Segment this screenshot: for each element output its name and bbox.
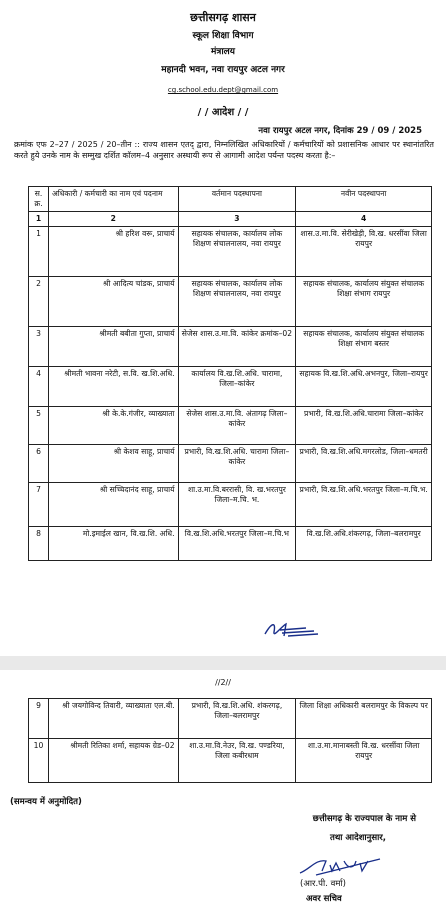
cell-name: श्री आदित्य चांडक, प्राचार्य <box>48 277 178 327</box>
cell-current-post: सेजेस शास.उ.मा.वि. अंतागढ़ जिला–कांकेर <box>178 407 296 445</box>
cell-sn: 5 <box>29 407 49 445</box>
cell-new-post: जिला शिक्षा अधिकारी बलरामपुर के विकल्प पर <box>296 699 432 739</box>
cell-sn: 2 <box>29 277 49 327</box>
cell-new-post: सहायक संचालक, कार्यालय संयुक्त संचालक शिक्षा संभाग रायपुर <box>296 277 432 327</box>
order-dateline: नवा रायपुर अटल नगर, दिनांक 29 / 09 / 2025 <box>258 126 422 136</box>
col-header-name: अधिकारी / कर्मचारी का नाम एवं पदनाम <box>48 187 178 212</box>
officer-signature <box>296 855 386 879</box>
approval-note: (समन्वय में अनुमोदित) <box>10 797 82 807</box>
cell-current-post: कार्यालय वि.ख.शि.अधि. चारामा, जिला–कांकेर <box>178 367 296 407</box>
order-title: / / आदेश / / <box>197 107 249 118</box>
order-body: क्रमांक एफ 2–27 / 2025 / 20–तीन :: राज्य शासन एतद् द्वारा, निम्नलिखित अधिकारियों / कर्मचारियों को प्रशासनिक आधार पर स्थानांतरित करते हुये उनके नाम के सम्मुख दर्शित कॉलम–4 अनुसार अस्थायी रूप से आगामी आदेश पर्यन्त पदस्थ करता है:– <box>14 140 434 160</box>
table-column-number-row <box>29 212 432 227</box>
col-header-current: वर्तमान पदस्थापना <box>178 187 296 212</box>
cell-name: श्रीमती बबीता गुप्ता, प्राचार्य <box>48 327 178 367</box>
cell-new-post: शा.उ.मा.मानाबस्ती वि.ख. धरसींवा जिला रायपुर <box>296 739 432 783</box>
cell-sn: 3 <box>29 327 49 367</box>
cell-name: श्री के.के.गंजीर, व्याख्याता <box>48 407 178 445</box>
col-number: 4 <box>296 212 432 227</box>
table-row <box>29 367 432 407</box>
govt-name: छत्तीसगढ़ शासन <box>190 11 256 24</box>
transfer-table <box>28 186 432 561</box>
cell-name: मो.इमाईल खान, वि.ख.शि. अधि. <box>48 527 178 561</box>
table-row <box>29 483 432 527</box>
page-break <box>0 656 446 670</box>
signer-designation: अवर सचिव <box>306 894 342 904</box>
cell-name: श्रीमती रितिका शर्मा, सहायक ग्रेड–02 <box>48 739 178 783</box>
cell-sn: 10 <box>29 739 49 783</box>
initials-signature <box>262 618 322 640</box>
cell-new-post: सहायक संचालक, कार्यालय संयुक्त संचालक शिक्षा संभाग बस्तर <box>296 327 432 367</box>
governor-line: छत्तीसगढ़ के राज्यपाल के नाम से <box>312 814 416 824</box>
table-row <box>29 277 432 327</box>
cell-new-post: प्रभारी, वि.ख.शि.अधि.चारामा जिला–कांकेर <box>296 407 432 445</box>
table-header-row <box>29 187 432 212</box>
table-row <box>29 227 432 277</box>
col-number: 3 <box>178 212 296 227</box>
cell-current-post: सेजेस शास.उ.मा.वि. कांकेर क्रमांक–02 <box>178 327 296 367</box>
col-header-sn: स. क्र. <box>29 187 49 212</box>
page-number-marker: //2// <box>215 678 231 687</box>
cell-sn: 7 <box>29 483 49 527</box>
cell-name: श्री हरिश वरू, प्राचार्य <box>48 227 178 277</box>
cell-name: श्रीमती भावना नरेटी, स.वि. ख.शि.अधि. <box>48 367 178 407</box>
cell-name: श्री सच्चिदानंद साहू, प्राचार्य <box>48 483 178 527</box>
cell-sn: 6 <box>29 445 49 483</box>
col-header-new: नवीन पदस्थापना <box>296 187 432 212</box>
cell-sn: 1 <box>29 227 49 277</box>
cell-sn: 8 <box>29 527 49 561</box>
department-name: स्कूल शिक्षा विभाग <box>192 31 254 41</box>
cell-name: श्री जयगोविन्द तिवारी, व्याख्याता एल.बी. <box>48 699 178 739</box>
cell-new-post: प्रभारी, वि.ख.शि.अधि.मगरलोड, जिला–धमतरी <box>296 445 432 483</box>
cell-new-post: प्रभारी, वि.ख.शि.अधि.भरतपुर जिला–म.चि.भ. <box>296 483 432 527</box>
cell-current-post: सहायक संचालक, कार्यालय लोक शिक्षण संचालनालय, नवा रायपुर <box>178 277 296 327</box>
table-row <box>29 407 432 445</box>
cell-current-post: सहायक संचालक, कार्यालय लोक शिक्षण संचालनालय, नवा रायपुर <box>178 227 296 277</box>
table-row <box>29 527 432 561</box>
cell-current-post: प्रभारी, वि.ख.शि.अधि. शंकरगढ़, जिला–बलरामपुर <box>178 699 296 739</box>
transfer-table-page2 <box>28 698 432 783</box>
cell-name: श्री केशव साहू, प्राचार्य <box>48 445 178 483</box>
cell-new-post: सहायक वि.ख.शि.अधि.अभनपुर, जिला–रायपुर <box>296 367 432 407</box>
col-number: 2 <box>48 212 178 227</box>
table-row <box>29 699 432 739</box>
table-row <box>29 445 432 483</box>
cell-new-post: वि.ख.शि.अधि.शंकरगढ़, जिला–बलरामपुर <box>296 527 432 561</box>
by-order-line: तथा आदेशानुसार, <box>330 833 386 843</box>
table-row <box>29 739 432 783</box>
address: महानदी भवन, नवा रायपुर अटल नगर <box>161 65 285 75</box>
table-row <box>29 327 432 367</box>
cell-current-post: शा.उ.मा.वि.बररासी, वि. ख.भरतपुर जिला–म.चि. भ. <box>178 483 296 527</box>
cell-current-post: प्रभारी, वि.ख.शि.अधि. चारामा जिला–कांकेर <box>178 445 296 483</box>
cell-new-post: शास.उ.मा.वि. सेरीखेड़ी, वि.ख. धरसींवा जिला रायपुर <box>296 227 432 277</box>
cell-sn: 9 <box>29 699 49 739</box>
signer-name: (आर.पी. वर्मा) <box>300 879 346 889</box>
cell-sn: 4 <box>29 367 49 407</box>
col-number: 1 <box>29 212 49 227</box>
cell-current-post: शा.उ.मा.वि.नेउर, वि.ख. पण्डरिया, जिला कबीरधाम <box>178 739 296 783</box>
cell-current-post: वि.ख.शि.अधि.भरतपुर जिला–म.चि.भ <box>178 527 296 561</box>
email-link[interactable]: cg.school.edu.dept@gmail.com <box>167 86 279 94</box>
ministry-name: मंत्रालय <box>210 47 235 57</box>
